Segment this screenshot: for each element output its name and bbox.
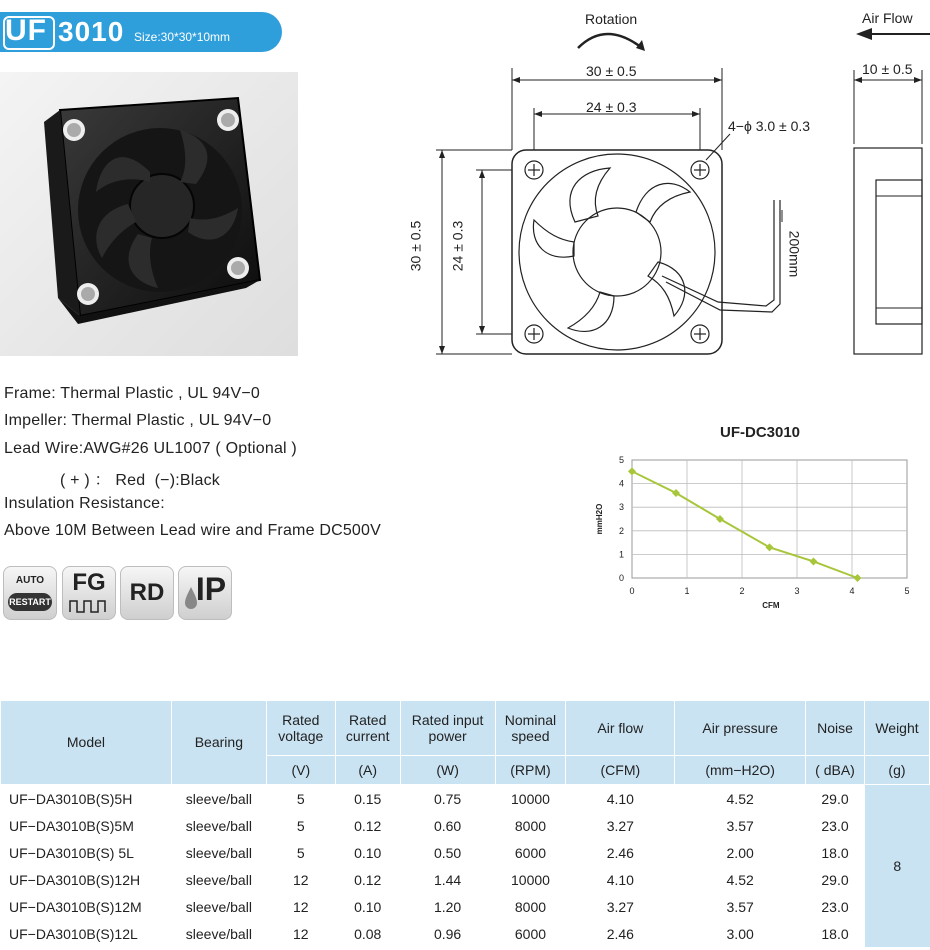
pulse-wave-icon	[69, 599, 109, 613]
table-cell: UF−DA3010B(S) 5L	[1, 839, 172, 866]
table-row	[1, 812, 930, 839]
table-cell: 0.50	[400, 839, 495, 866]
rotation-label: Rotation	[585, 11, 638, 27]
column-header: Nominal speed	[495, 701, 566, 756]
table-cell: 18.0	[806, 839, 865, 866]
brand-logo: UF	[5, 14, 47, 47]
y-tick-label: 0	[618, 573, 624, 583]
column-header: Rated voltage	[266, 701, 335, 756]
table-row	[1, 893, 930, 920]
column-header: Weight	[864, 701, 929, 756]
dim-width-inner: 24 ± 0.3	[586, 99, 637, 115]
column-header: Model	[1, 701, 172, 785]
auto-restart-icon	[3, 566, 57, 620]
fg-signal-icon	[62, 566, 116, 620]
table-cell: 23.0	[806, 812, 865, 839]
spec-frame: Frame: Thermal Plastic , UL 94V−0	[4, 385, 261, 402]
product-header-badge	[0, 12, 282, 52]
table-cell: sleeve/ball	[171, 893, 266, 920]
table-cell: 0.96	[400, 920, 495, 947]
table-cell: 4.10	[566, 785, 675, 813]
table-cell: 0.10	[335, 893, 400, 920]
table-cell: 0.08	[335, 920, 400, 947]
table-cell: 0.12	[335, 866, 400, 893]
table-cell: 2.46	[566, 920, 675, 947]
specification-table	[0, 700, 930, 947]
table-cell: 12	[266, 866, 335, 893]
dim-lead-length: 200mm	[786, 230, 803, 278]
data-point	[810, 557, 818, 565]
table-cell: 4.52	[675, 785, 806, 813]
rd-text: RD	[129, 579, 165, 606]
column-unit: (A)	[335, 756, 400, 785]
table-cell: 4.10	[566, 866, 675, 893]
column-unit: (mm−H2O)	[675, 756, 806, 785]
table-cell: 3.00	[675, 920, 806, 947]
column-unit: (W)	[400, 756, 495, 785]
data-point	[854, 574, 862, 582]
x-tick-label: 5	[904, 586, 910, 596]
table-cell: 6000	[495, 839, 566, 866]
dim-height-inner: 24 ± 0.3	[449, 220, 466, 272]
model-number: 3010	[58, 16, 125, 47]
table-cell: sleeve/ball	[171, 866, 266, 893]
table-cell: 3.57	[675, 812, 806, 839]
table-cell: 0.10	[335, 839, 400, 866]
table-cell: 5	[266, 785, 335, 813]
series-line	[632, 471, 858, 578]
column-unit: (RPM)	[495, 756, 566, 785]
table-cell: 8000	[495, 893, 566, 920]
table-cell: UF−DA3010B(S)12H	[1, 866, 172, 893]
column-unit: ( dBA)	[806, 756, 865, 785]
table-header-row	[1, 701, 930, 756]
table-cell: 29.0	[806, 785, 865, 813]
table-cell: sleeve/ball	[171, 812, 266, 839]
auto-restart-bottom-text: RESTART	[8, 593, 52, 611]
x-tick-label: 2	[739, 586, 745, 596]
pressure-flow-chart	[590, 448, 920, 620]
table-cell: UF−DA3010B(S)5M	[1, 812, 172, 839]
plot-frame	[632, 460, 907, 578]
dimension-drawing	[400, 0, 930, 380]
column-header: Air flow	[566, 701, 675, 756]
dim-width-outer: 30 ± 0.5	[586, 63, 637, 79]
table-cell: 12	[266, 893, 335, 920]
auto-restart-top-text: AUTO	[15, 575, 45, 586]
table-row	[1, 839, 930, 866]
fan-photo-illustration	[0, 72, 298, 356]
table-cell: 5	[266, 812, 335, 839]
table-row	[1, 920, 930, 947]
table-cell: 2.00	[675, 839, 806, 866]
table-cell: UF−DA3010B(S)12L	[1, 920, 172, 947]
column-header: Noise	[806, 701, 865, 756]
x-tick-label: 0	[629, 586, 635, 596]
table-cell: 12	[266, 920, 335, 947]
data-point	[766, 543, 774, 551]
table-row	[1, 785, 930, 813]
table-cell: 10000	[495, 785, 566, 813]
table-cell: 0.12	[335, 812, 400, 839]
table-cell: 3.27	[566, 893, 675, 920]
dim-height-outer: 30 ± 0.5	[407, 220, 424, 272]
table-cell: UF−DA3010B(S)5H	[1, 785, 172, 813]
table-cell: 5	[266, 839, 335, 866]
column-header: Rated current	[335, 701, 400, 756]
spec-insulation: Insulation Resistance:	[4, 495, 165, 512]
ip-protection-icon	[178, 566, 232, 620]
spec-insulation-value: Above 10M Between Lead wire and Frame DC500V	[4, 522, 382, 539]
table-cell: 2.46	[566, 839, 675, 866]
spec-lead-wire: Lead Wire:AWG#26 UL1007 ( Optional )	[4, 440, 297, 457]
table-cell: 3.27	[566, 812, 675, 839]
table-cell: 3.57	[675, 893, 806, 920]
dim-depth: 10 ± 0.5	[862, 61, 913, 77]
table-cell: UF−DA3010B(S)12M	[1, 893, 172, 920]
table-cell: 8000	[495, 812, 566, 839]
table-cell: 10000	[495, 866, 566, 893]
chart-title: UF-DC3010	[720, 424, 801, 441]
table-cell: sleeve/ball	[171, 839, 266, 866]
y-tick-label: 3	[618, 502, 624, 513]
table-row	[1, 866, 930, 893]
y-axis-label: mmH2O	[595, 503, 604, 535]
column-header: Air pressure	[675, 701, 806, 756]
column-header: Bearing	[171, 701, 266, 785]
ip-text: IP	[195, 571, 227, 607]
table-cell: 0.75	[400, 785, 495, 813]
spec-impeller: Impeller: Thermal Plastic , UL 94V−0	[4, 412, 272, 429]
dim-holes: 4−ϕ 3.0 ± 0.3	[728, 118, 811, 134]
table-cell: sleeve/ball	[171, 920, 266, 947]
column-header: Rated input power	[400, 701, 495, 756]
table-cell: 1.20	[400, 893, 495, 920]
column-unit: (V)	[266, 756, 335, 785]
y-tick-label: 2	[618, 525, 624, 536]
table-cell: 0.15	[335, 785, 400, 813]
table-cell: 18.0	[806, 920, 865, 947]
data-point	[628, 467, 636, 475]
column-unit: (CFM)	[566, 756, 675, 785]
product-photo	[0, 72, 298, 356]
rd-signal-icon	[120, 566, 174, 620]
y-tick-label: 5	[618, 455, 624, 465]
size-label: Size:30*30*10mm	[134, 30, 231, 44]
x-tick-label: 3	[794, 586, 800, 596]
table-cell: 1.44	[400, 866, 495, 893]
y-tick-label: 1	[618, 549, 624, 560]
column-unit: (g)	[864, 756, 929, 785]
table-cell: sleeve/ball	[171, 785, 266, 813]
table-body	[1, 785, 930, 948]
table-cell: 29.0	[806, 866, 865, 893]
x-axis-label: CFM	[762, 601, 780, 610]
table-cell: 6000	[495, 920, 566, 947]
fg-text: FG	[72, 569, 106, 596]
x-tick-label: 4	[849, 586, 855, 596]
table-cell: 23.0	[806, 893, 865, 920]
x-tick-label: 1	[684, 586, 690, 596]
y-tick-label: 4	[618, 478, 624, 489]
table-cell: 4.52	[675, 866, 806, 893]
airflow-label: Air Flow	[862, 10, 913, 26]
spec-wire-colors: ( + ) ： Red (−):Black	[60, 472, 220, 489]
table-cell: 0.60	[400, 812, 495, 839]
weight-cell: 8	[864, 785, 929, 948]
